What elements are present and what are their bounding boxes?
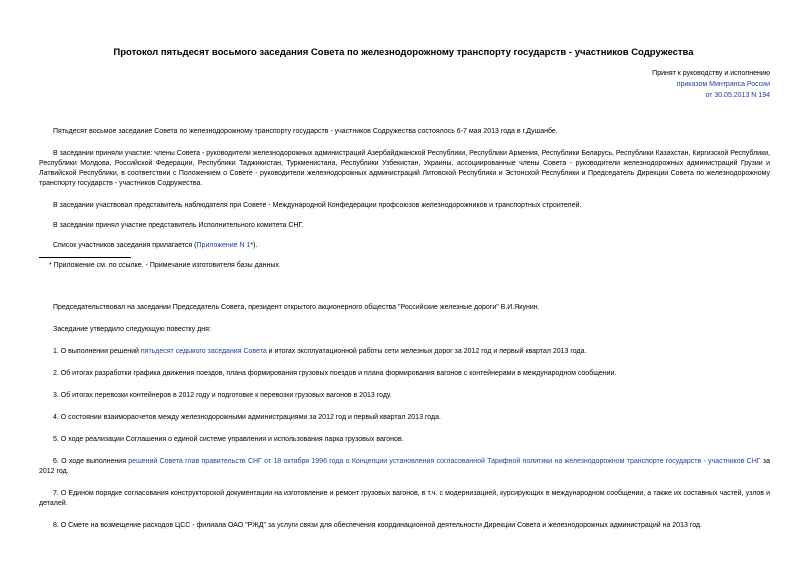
paragraph-participants: В заседании приняли участие: члены Совета - руководители железнодорожных администраций Азербайджанской Республики, Республики Армения, Республики Беларусь, Республики Казахстан, Киргизской Республики, Республики Молдова, Российской Федерации, Республики Таджикистан, Туркменистана, Республики Узбекистан, Украины, ассоциированные члены Совета - руководители железнодорожных администраций Грузии и Латвийской Республики, в соответствии с Положением о Совете - руководители железнодорожных администраций Литовской Республики и Эстонской Республики и Председатель Дирекции Совета по железнодорожному транспорту государств - участников Содружества.: [39, 150, 770, 187]
decisions-57th-session-link[interactable]: пятьдесят седьмого заседания Совета: [140, 348, 267, 355]
footnote: * Приложение см. по ссылке. - Примечание изготовителя базы данных.: [49, 262, 281, 269]
agenda-item-6-text: 6. О ходе выполнения: [53, 458, 129, 465]
appendix-1-link[interactable]: Приложение N 1: [196, 242, 251, 249]
paragraph-chairman: Председательствовал на заседании Председатель Совета, президент открытого акционерного общества "Российские железные дороги" В.И.Якунин.: [53, 304, 540, 311]
agenda-item-1-text: 1. О выполнении решений: [53, 348, 141, 355]
paragraph-agenda-intro: Заседание утвердило следующую повестку дня:: [53, 326, 211, 333]
agenda-item-7: 7. О Едином порядке согласования конструкторской документации на изготовление и ремонт грузовых вагонов, в т.ч. с модернизацией, курсирующих в международном сообщении, а также их составных частей, узлов и деталей.: [39, 490, 770, 507]
participants-list-text: Список участников заседания прилагается (: [53, 242, 197, 249]
agenda-item-8: 8. О Смете на возмещение расходов ЦСС - филиала ОАО "РЖД" за услуги связи для обеспечения координационной деятельности Дирекции Совета и железнодорожных администраций на 2013 год.: [53, 522, 702, 529]
agenda-item-6-tail: за 2012 год.: [39, 458, 770, 475]
footnote-divider: [39, 257, 131, 258]
approval-order-link[interactable]: приказом Минтранса России: [676, 81, 770, 88]
approval-date-link[interactable]: от 30.05.2013 N 194: [705, 92, 770, 99]
agenda-item-2: 2. Об итогах разработки графика движения поездов, плана формирования грузовых поездов и плана формирования вагонов с контейнерами в международном сообщении.: [53, 370, 617, 377]
page-title: Протокол пятьдесят восьмого заседания Совета по железнодорожному транспорту государств - участников Содружества: [113, 47, 694, 58]
agenda-item-6: [39, 457, 770, 477]
paragraph-session-info: Пятьдесят восьмое заседание Совета по железнодорожному транспорту государств - участников Содружества состоялось 6-7 мая 2013 года в г.Душанбе.: [53, 128, 558, 135]
cis-tariff-policy-decision-link[interactable]: решений Совета глав правительств СНГ от 18 октября 1996 года о Концепции установления согласованной Тарифной политики на железнодорожном транспорте государств - участников СНГ: [128, 458, 761, 465]
agenda-item-1-tail: и итогах эксплуатационной работы сети железных дорог за 2012 год и первый квартал 2013 года.: [266, 348, 587, 355]
agenda-item-4: 4. О состоянии взаиморасчетов между железнодорожными администрациями за 2012 год и первый квартал 2013 года.: [53, 414, 441, 421]
agenda-item-5: 5. О ходе реализации Соглашения о единой системе управления и использования парка грузовых вагонов.: [53, 436, 404, 443]
participants-list-tail: *).: [250, 242, 258, 249]
paragraph-observer: В заседании участвовал представитель наблюдателя при Совете - Международной Конфедерации профсоюзов железнодорожников и транспортных строителей.: [53, 202, 582, 209]
agenda-item-1: [39, 347, 770, 357]
approval-note: [652, 68, 770, 101]
paragraph-cis-committee: В заседании принял участие представитель Исполнительного комитета СНГ.: [53, 222, 304, 229]
approval-line-1: Принят к руководству и исполнению: [652, 70, 770, 77]
paragraph-participants-list: [39, 241, 770, 251]
document-body: [39, 127, 770, 531]
agenda-item-3: 3. Об итогах перевозки контейнеров в 2012 году и подготовке к перевозки грузовых вагонов в 2013 году.: [53, 392, 392, 399]
